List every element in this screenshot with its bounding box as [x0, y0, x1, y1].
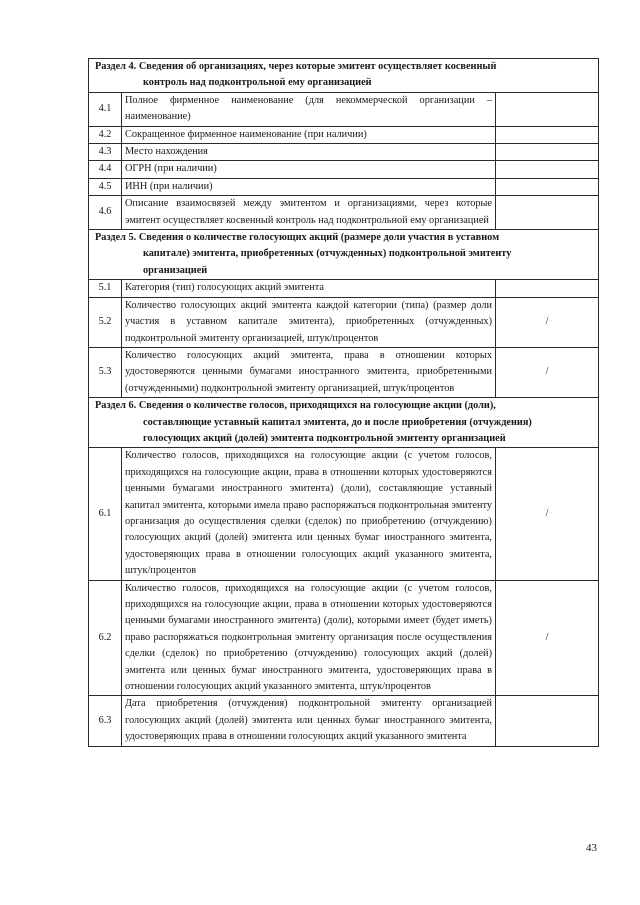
section-title-line: Раздел 4. Сведения об организациях, через которые эмитент осуществляет косвенный — [95, 61, 497, 72]
section-header — [89, 398, 599, 448]
form-row — [89, 297, 599, 347]
section-title — [89, 398, 599, 448]
row-description: Количество голосующих акций эмитента, права в отношении которых удостоверяются ценными бумагами иностранного эмитента, приобретенными (отчужденными) подконтрольной эмитенту организацией, штук/процентов — [122, 347, 496, 397]
row-value — [496, 196, 599, 230]
form-row — [89, 280, 599, 297]
row-value — [496, 144, 599, 161]
form-body — [89, 59, 599, 747]
row-description: Количество голосов, приходящихся на голосующие акции (с учетом голосов, приходящихся на голосующие акции, права в отношении которых удостоверяются ценными бумагами иностранного эмитента) (доли), которыми имеет (будет иметь) право распоряжаться подконтрольная эмитенту организация после осуществления сделки (сделок) по приобретению (отчуждению) голосующих акций (долей) эмитента или ценных бумаг иностранного эмитента, удостоверяющих права в отношении голосующих акций указанного эмитента, штук/процентов — [122, 580, 496, 696]
section-title-line: составляющие уставный капитал эмитента, до и после приобретения (отчуждения) — [143, 416, 532, 428]
row-description: Дата приобретения (отчуждения) подконтрольной эмитенту организацией голосующих акций (долей) эмитента или ценных бумаг иностранного эмитента, удостоверяющих права в отношении голосующих акций указанного эмитента — [122, 696, 496, 746]
row-value: / — [496, 580, 599, 696]
row-number: 4.5 — [89, 178, 122, 195]
row-number: 4.3 — [89, 144, 122, 161]
form-row — [89, 144, 599, 161]
row-number: 4.2 — [89, 126, 122, 143]
section-title-line: контроль над подконтрольной ему организацией — [143, 77, 372, 89]
section-title-line: организацией — [143, 264, 208, 276]
row-number: 5.3 — [89, 347, 122, 397]
row-number: 6.1 — [89, 448, 122, 580]
section-title-line: голосующих акций (долей) эмитента подконтрольной эмитенту организацией — [143, 432, 506, 444]
section-title-line: капитале) эмитента, приобретенных (отчужденных) подконтрольной эмитенту — [143, 248, 512, 260]
row-description: Сокращенное фирменное наименование (при наличии) — [122, 126, 496, 143]
form-row — [89, 196, 599, 230]
row-value — [496, 696, 599, 746]
section-title-line: Раздел 6. Сведения о количестве голосов, приходящихся на голосующие акции (доли), — [95, 400, 496, 412]
form-row — [89, 347, 599, 397]
row-number: 6.2 — [89, 580, 122, 696]
row-number: 4.4 — [89, 161, 122, 178]
section-title-line: Раздел 5. Сведения о количестве голосующих акций (размере доли участия в уставном — [95, 232, 500, 244]
page-number: 43 — [586, 842, 597, 854]
row-value: / — [496, 297, 599, 347]
row-description: Полное фирменное наименование (для некоммерческой организации – наименование) — [122, 92, 496, 126]
row-number: 6.3 — [89, 696, 122, 746]
row-number: 5.1 — [89, 280, 122, 297]
row-description: Место нахождения — [122, 144, 496, 161]
row-number: 4.1 — [89, 92, 122, 126]
row-value — [496, 92, 599, 126]
section-title — [89, 59, 599, 93]
row-description: Количество голосов, приходящихся на голосующие акции (с учетом голосов, приходящихся на голосующие акции, права в отношении которых удостоверяются ценными бумагами иностранного эмитента) (доли), составляющие уставный капитал эмитента, которыми имела право распоряжаться подконтрольная эмитенту организация до осуществления сделки (сделок) по приобретению (отчуждению) голосующих акций (долей) эмитента или ценных бумаг иностранного эмитента, удостоверяющих права в отношении голосующих акций указанного эмитента, штук/процентов — [122, 448, 496, 580]
row-value — [496, 161, 599, 178]
row-description: ОГРН (при наличии) — [122, 161, 496, 178]
form-row — [89, 580, 599, 696]
row-description: Описание взаимосвязей между эмитентом и организациями, через которые эмитент осуществляет косвенный контроль над подконтрольной ему организацией — [122, 196, 496, 230]
row-value: / — [496, 448, 599, 580]
row-description: Категория (тип) голосующих акций эмитента — [122, 280, 496, 297]
section-title — [89, 230, 599, 280]
row-value: / — [496, 347, 599, 397]
form-row — [89, 696, 599, 746]
disclosure-form-table — [88, 58, 599, 747]
section-header — [89, 230, 599, 280]
form-row — [89, 126, 599, 143]
row-number: 5.2 — [89, 297, 122, 347]
form-row — [89, 448, 599, 580]
form-row — [89, 92, 599, 126]
section-header — [89, 59, 599, 93]
row-value — [496, 126, 599, 143]
row-value — [496, 178, 599, 195]
row-description: ИНН (при наличии) — [122, 178, 496, 195]
form-row — [89, 161, 599, 178]
row-number: 4.6 — [89, 196, 122, 230]
row-value — [496, 280, 599, 297]
form-row — [89, 178, 599, 195]
row-description: Количество голосующих акций эмитента каждой категории (типа) (размер доли участия в уставном капитале эмитента), приобретенных (отчужденных) подконтрольной эмитенту организацией, штук/процентов — [122, 297, 496, 347]
